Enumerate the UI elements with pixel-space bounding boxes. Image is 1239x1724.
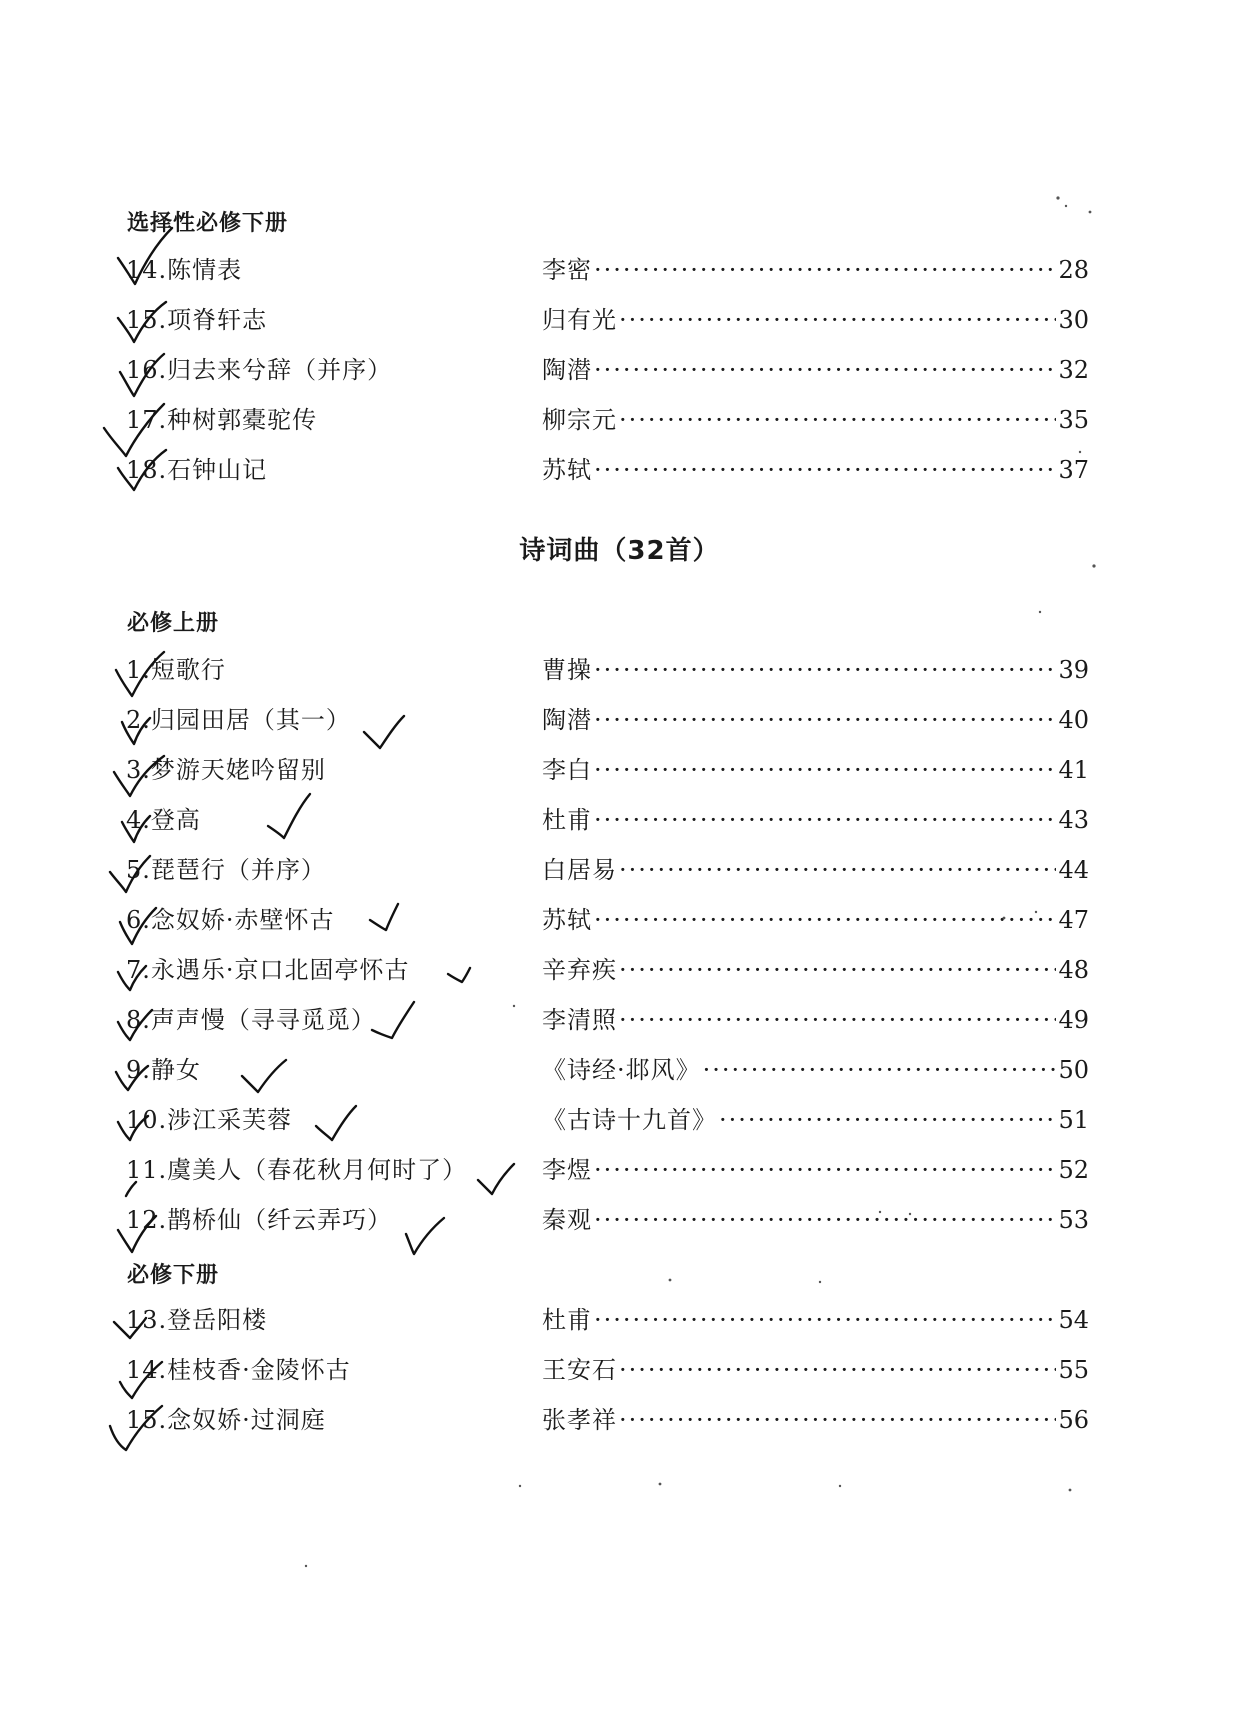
toc-entry [126, 452, 1089, 488]
entry-title: 3.梦游天姥吟留别 [126, 756, 326, 784]
entry-author: 陶潜 [542, 356, 592, 384]
toc-entry [126, 752, 1089, 788]
entry-page: 28 [1058, 256, 1089, 284]
dot-leader [594, 752, 1056, 788]
toc-entry [126, 1052, 1089, 1088]
dot-leader [619, 1002, 1056, 1038]
dot-leader [594, 902, 1056, 938]
entry-title: 5.琵琶行（并序） [126, 856, 326, 884]
entry-title: 17.种树郭橐驼传 [126, 406, 318, 434]
section-heading-required-vol2: 必修下册 [127, 1263, 220, 1288]
entry-title: 15.念奴娇·过洞庭 [126, 1406, 326, 1434]
entry-author: 陶潜 [542, 706, 592, 734]
toc-entry [126, 302, 1089, 338]
toc-entry [126, 802, 1089, 838]
entry-page: 56 [1058, 1406, 1089, 1434]
entry-page: 52 [1058, 1156, 1089, 1184]
dot-leader [619, 952, 1056, 988]
scan-speck [669, 1279, 672, 1282]
dot-leader [594, 802, 1056, 838]
entry-title: 8.声声慢（寻寻觅觅） [126, 1006, 376, 1034]
toc-entry [126, 1352, 1089, 1388]
entry-page: 47 [1058, 906, 1089, 934]
dot-leader [619, 302, 1056, 338]
toc-entry [126, 1002, 1089, 1038]
section-heading-elective-vol2: 选择性必修下册 [127, 211, 289, 236]
entry-title: 4.登高 [126, 806, 201, 834]
entry-title: 15.项脊轩志 [126, 306, 268, 334]
entry-title: 9.静女 [126, 1056, 201, 1084]
entry-author: 苏轼 [542, 456, 592, 484]
main-heading-poems: 诗词曲（32首） [519, 536, 720, 566]
entry-title: 11.虞美人（春花秋月何时了） [126, 1156, 468, 1184]
entry-title: 14.桂枝香·金陵怀古 [126, 1356, 351, 1384]
entry-author: 柳宗元 [542, 406, 617, 434]
entry-page: 51 [1058, 1106, 1089, 1134]
entry-title: 13.登岳阳楼 [126, 1306, 268, 1334]
dot-leader [703, 1052, 1057, 1088]
entry-page: 30 [1058, 306, 1089, 334]
toc-entry [126, 1202, 1089, 1238]
toc-entry [126, 902, 1089, 938]
section-heading-required-vol1: 必修上册 [127, 611, 220, 636]
scan-speck [305, 1565, 307, 1567]
scan-speck [819, 1281, 821, 1283]
entry-page: 50 [1058, 1056, 1089, 1084]
entry-author: 王安石 [542, 1356, 617, 1384]
dot-leader [619, 1402, 1056, 1438]
entry-author: 李清照 [542, 1006, 617, 1034]
dot-leader [619, 402, 1056, 438]
entry-author: 归有光 [542, 306, 617, 334]
dot-leader [594, 1302, 1056, 1338]
entry-page: 32 [1058, 356, 1089, 384]
scan-speck [659, 1483, 662, 1486]
entry-author: 《诗经·邶风》 [542, 1056, 701, 1084]
scan-speck [1056, 196, 1059, 199]
entry-title: 12.鹊桥仙（纤云弄巧） [126, 1206, 393, 1234]
entry-author: 秦观 [542, 1206, 592, 1234]
entry-author: 辛弃疾 [542, 956, 617, 984]
entry-page: 53 [1058, 1206, 1089, 1234]
entry-author: 李煜 [542, 1156, 592, 1184]
scan-speck [1069, 1489, 1072, 1492]
entry-page: 35 [1058, 406, 1089, 434]
entry-author: 杜甫 [542, 806, 592, 834]
entry-page: 37 [1058, 456, 1089, 484]
entry-author: 《古诗十九首》 [542, 1106, 717, 1134]
entry-author: 张孝祥 [542, 1406, 617, 1434]
toc-entry [126, 1302, 1089, 1338]
entry-title: 6.念奴娇·赤壁怀古 [126, 906, 335, 934]
dot-leader [619, 852, 1056, 888]
entry-title: 16.归去来兮辞（并序） [126, 356, 393, 384]
entry-page: 41 [1058, 756, 1089, 784]
scan-speck [519, 1485, 521, 1487]
entry-title: 1.短歌行 [126, 656, 226, 684]
toc-entry [126, 1102, 1089, 1138]
toc-entry [126, 702, 1089, 738]
dot-leader [594, 352, 1056, 388]
scan-speck [1065, 205, 1067, 207]
entry-page: 39 [1058, 656, 1089, 684]
dot-leader [719, 1102, 1056, 1138]
toc-entry [126, 1402, 1089, 1438]
toc-entry [126, 952, 1089, 988]
entry-author: 李密 [542, 256, 592, 284]
scan-speck [1039, 611, 1041, 613]
toc-entry [126, 852, 1089, 888]
entry-page: 40 [1058, 706, 1089, 734]
entry-author: 苏轼 [542, 906, 592, 934]
entry-page: 55 [1058, 1356, 1089, 1384]
toc-entry [126, 252, 1089, 288]
entry-page: 49 [1058, 1006, 1089, 1034]
dot-leader [594, 1152, 1056, 1188]
toc-entry [126, 352, 1089, 388]
scan-speck [839, 1485, 841, 1487]
dot-leader [594, 1202, 1056, 1238]
dot-leader [594, 652, 1056, 688]
toc-entry [126, 652, 1089, 688]
entry-page: 43 [1058, 806, 1089, 834]
entry-title: 10.涉江采芙蓉 [126, 1106, 293, 1134]
entry-page: 44 [1058, 856, 1089, 884]
entry-author: 白居易 [542, 856, 617, 884]
toc-entry [126, 402, 1089, 438]
entry-author: 李白 [542, 756, 592, 784]
entry-author: 杜甫 [542, 1306, 592, 1334]
entry-page: 54 [1058, 1306, 1089, 1334]
dot-leader [594, 252, 1056, 288]
entry-title: 7.永遇乐·京口北固亭怀古 [126, 956, 410, 984]
entry-author: 曹操 [542, 656, 592, 684]
entry-page: 48 [1058, 956, 1089, 984]
scan-speck [1089, 211, 1092, 214]
toc-entry [126, 1152, 1089, 1188]
dot-leader [594, 452, 1056, 488]
entry-title: 18.石钟山记 [126, 456, 268, 484]
entry-title: 2.归园田居（其一） [126, 706, 351, 734]
dot-leader [594, 702, 1056, 738]
dot-leader [619, 1352, 1056, 1388]
entry-title: 14.陈情表 [126, 256, 243, 284]
